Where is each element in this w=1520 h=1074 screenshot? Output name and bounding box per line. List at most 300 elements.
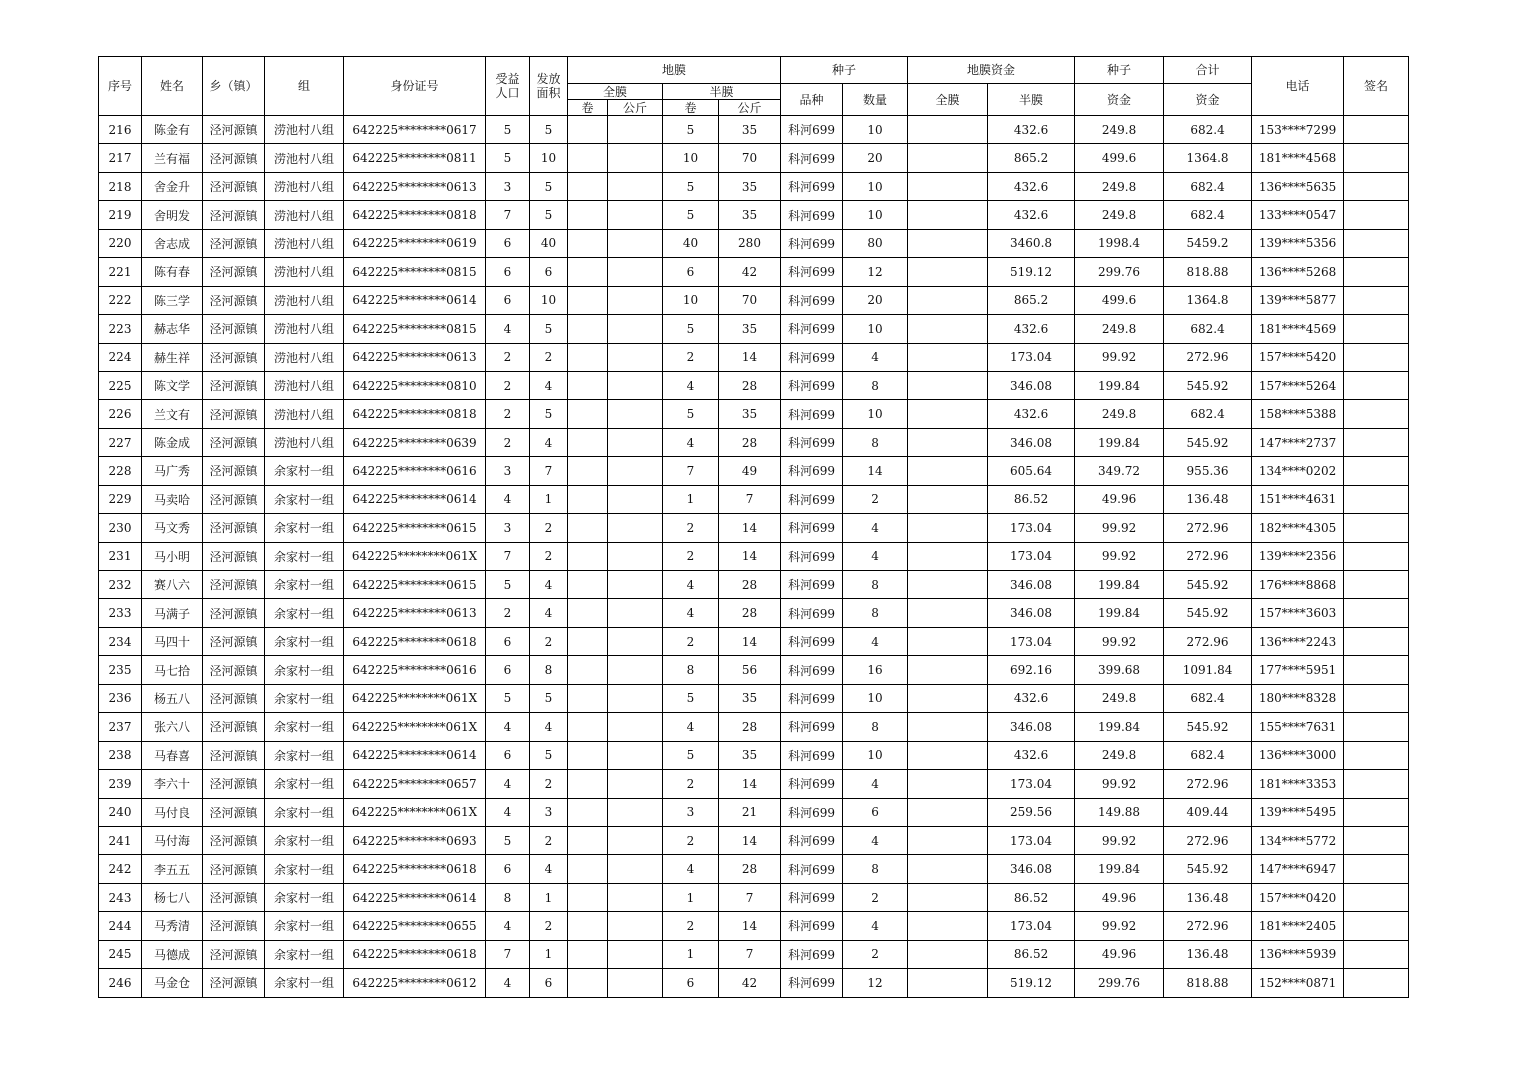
cell-name: 陈有春 (142, 258, 203, 286)
distribution-table (98, 56, 1409, 998)
cell-seq: 245 (99, 940, 142, 968)
cell-half-roll: 5 (663, 201, 719, 229)
cell-full-roll (568, 172, 608, 200)
cell-area: 2 (530, 514, 568, 542)
cell-seed-fund: 349.72 (1075, 457, 1164, 485)
cell-variety: 科河699 (781, 400, 843, 428)
cell-full-roll (568, 144, 608, 172)
cell-half-roll: 6 (663, 258, 719, 286)
cell-half-roll: 10 (663, 286, 719, 314)
cell-seq: 242 (99, 855, 142, 883)
cell-qty: 10 (843, 201, 908, 229)
table-row (99, 741, 1409, 769)
cell-fund-half: 519.12 (988, 969, 1075, 997)
cell-fund-full (908, 599, 988, 627)
cell-seq: 237 (99, 713, 142, 741)
cell-town: 泾河源镇 (203, 855, 265, 883)
cell-fund-full (908, 855, 988, 883)
cell-full-kg (608, 599, 663, 627)
table-row (99, 798, 1409, 826)
table-row (99, 201, 1409, 229)
table-row (99, 343, 1409, 371)
cell-id: 642225********0639 (344, 428, 486, 456)
cell-id: 642225********061X (344, 542, 486, 570)
cell-phone: 180****8328 (1252, 684, 1344, 712)
table-row (99, 514, 1409, 542)
cell-sign (1344, 627, 1409, 655)
cell-seq: 232 (99, 571, 142, 599)
cell-half-kg: 28 (719, 713, 781, 741)
cell-town: 泾河源镇 (203, 883, 265, 911)
cell-area: 5 (530, 201, 568, 229)
cell-seed-fund: 299.76 (1075, 969, 1164, 997)
cell-seed-fund: 99.92 (1075, 627, 1164, 655)
cell-fund-full (908, 713, 988, 741)
cell-name: 马春喜 (142, 741, 203, 769)
cell-seq: 222 (99, 286, 142, 314)
cell-seed-fund: 299.76 (1075, 258, 1164, 286)
cell-group: 余家村一组 (265, 485, 344, 513)
cell-people: 2 (486, 343, 530, 371)
cell-half-roll: 5 (663, 741, 719, 769)
header-fund-full-film: 全膜 (908, 84, 988, 116)
cell-full-roll (568, 229, 608, 257)
cell-group: 涝池村八组 (265, 343, 344, 371)
cell-id: 642225********0818 (344, 400, 486, 428)
cell-phone: 139****5877 (1252, 286, 1344, 314)
cell-total: 272.96 (1164, 912, 1252, 940)
cell-phone: 157****5420 (1252, 343, 1344, 371)
header-quantity: 数量 (843, 84, 908, 116)
cell-id: 642225********0657 (344, 770, 486, 798)
cell-id: 642225********0655 (344, 912, 486, 940)
cell-id: 642225********061X (344, 684, 486, 712)
cell-group: 余家村一组 (265, 713, 344, 741)
cell-total: 136.48 (1164, 485, 1252, 513)
header-half-roll: 卷 (663, 100, 719, 116)
cell-half-kg: 70 (719, 144, 781, 172)
cell-fund-full (908, 656, 988, 684)
cell-fund-half: 432.6 (988, 315, 1075, 343)
cell-sign (1344, 172, 1409, 200)
cell-half-roll: 7 (663, 457, 719, 485)
table-row (99, 400, 1409, 428)
cell-phone: 136****2243 (1252, 627, 1344, 655)
cell-sign (1344, 116, 1409, 144)
cell-full-roll (568, 912, 608, 940)
cell-total: 682.4 (1164, 684, 1252, 712)
cell-town: 泾河源镇 (203, 485, 265, 513)
cell-area: 4 (530, 371, 568, 399)
cell-seed-fund: 249.8 (1075, 741, 1164, 769)
cell-full-kg (608, 144, 663, 172)
cell-town: 泾河源镇 (203, 656, 265, 684)
cell-variety: 科河699 (781, 599, 843, 627)
cell-name: 马付海 (142, 826, 203, 854)
cell-full-roll (568, 713, 608, 741)
cell-people: 4 (486, 315, 530, 343)
cell-fund-half: 432.6 (988, 684, 1075, 712)
header-phone: 电话 (1252, 57, 1344, 116)
cell-fund-full (908, 770, 988, 798)
cell-town: 泾河源镇 (203, 201, 265, 229)
cell-area: 40 (530, 229, 568, 257)
header-variety: 品种 (781, 84, 843, 116)
cell-full-kg (608, 172, 663, 200)
cell-full-roll (568, 826, 608, 854)
cell-variety: 科河699 (781, 371, 843, 399)
cell-people: 4 (486, 713, 530, 741)
cell-phone: 157****0420 (1252, 883, 1344, 911)
cell-phone: 136****3000 (1252, 741, 1344, 769)
cell-seq: 228 (99, 457, 142, 485)
cell-variety: 科河699 (781, 684, 843, 712)
cell-seed-fund: 199.84 (1075, 371, 1164, 399)
cell-half-roll: 1 (663, 883, 719, 911)
cell-total: 5459.2 (1164, 229, 1252, 257)
cell-town: 泾河源镇 (203, 571, 265, 599)
cell-id: 642225********061X (344, 798, 486, 826)
cell-sign (1344, 542, 1409, 570)
cell-seed-fund: 499.6 (1075, 286, 1164, 314)
cell-qty: 6 (843, 798, 908, 826)
cell-sign (1344, 571, 1409, 599)
cell-fund-half: 86.52 (988, 485, 1075, 513)
header-seed-fund: 资金 (1075, 84, 1164, 116)
cell-full-kg (608, 713, 663, 741)
cell-fund-half: 865.2 (988, 286, 1075, 314)
cell-qty: 10 (843, 684, 908, 712)
cell-town: 泾河源镇 (203, 912, 265, 940)
cell-full-roll (568, 969, 608, 997)
cell-seq: 246 (99, 969, 142, 997)
cell-half-kg: 56 (719, 656, 781, 684)
cell-full-kg (608, 912, 663, 940)
cell-phone: 151****4631 (1252, 485, 1344, 513)
cell-group: 涝池村八组 (265, 400, 344, 428)
cell-sign (1344, 343, 1409, 371)
cell-fund-full (908, 457, 988, 485)
cell-town: 泾河源镇 (203, 400, 265, 428)
cell-name: 舍志成 (142, 229, 203, 257)
cell-total: 682.4 (1164, 201, 1252, 229)
cell-total: 955.36 (1164, 457, 1252, 485)
cell-fund-half: 432.6 (988, 201, 1075, 229)
cell-seed-fund: 99.92 (1075, 542, 1164, 570)
cell-phone: 181****2405 (1252, 912, 1344, 940)
header-fund-half-film: 半膜 (988, 84, 1075, 116)
header-film: 地膜 (568, 57, 781, 84)
cell-half-kg: 28 (719, 571, 781, 599)
header-seq: 序号 (99, 57, 142, 116)
cell-id: 642225********0613 (344, 343, 486, 371)
cell-fund-half: 519.12 (988, 258, 1075, 286)
cell-sign (1344, 514, 1409, 542)
cell-half-kg: 28 (719, 371, 781, 399)
cell-people: 2 (486, 428, 530, 456)
cell-seed-fund: 49.96 (1075, 485, 1164, 513)
cell-full-kg (608, 315, 663, 343)
cell-town: 泾河源镇 (203, 315, 265, 343)
cell-total: 1091.84 (1164, 656, 1252, 684)
cell-group: 余家村一组 (265, 912, 344, 940)
cell-name: 马秀清 (142, 912, 203, 940)
cell-group: 余家村一组 (265, 571, 344, 599)
cell-variety: 科河699 (781, 883, 843, 911)
cell-half-kg: 280 (719, 229, 781, 257)
cell-sign (1344, 713, 1409, 741)
cell-group: 涝池村八组 (265, 258, 344, 286)
cell-variety: 科河699 (781, 229, 843, 257)
cell-sign (1344, 855, 1409, 883)
cell-phone: 136****5268 (1252, 258, 1344, 286)
cell-area: 1 (530, 883, 568, 911)
cell-full-roll (568, 656, 608, 684)
table-row (99, 258, 1409, 286)
cell-fund-full (908, 371, 988, 399)
cell-full-roll (568, 855, 608, 883)
cell-total: 1364.8 (1164, 144, 1252, 172)
cell-seq: 233 (99, 599, 142, 627)
cell-total: 272.96 (1164, 514, 1252, 542)
cell-variety: 科河699 (781, 428, 843, 456)
cell-full-kg (608, 684, 663, 712)
cell-seq: 241 (99, 826, 142, 854)
cell-total: 136.48 (1164, 883, 1252, 911)
cell-half-kg: 35 (719, 201, 781, 229)
cell-seed-fund: 199.84 (1075, 855, 1164, 883)
cell-half-roll: 5 (663, 172, 719, 200)
header-area (530, 57, 568, 116)
cell-name: 马付良 (142, 798, 203, 826)
cell-fund-half: 346.08 (988, 571, 1075, 599)
cell-full-roll (568, 514, 608, 542)
cell-town: 泾河源镇 (203, 969, 265, 997)
cell-people: 4 (486, 969, 530, 997)
cell-area: 5 (530, 315, 568, 343)
cell-full-roll (568, 542, 608, 570)
cell-group: 余家村一组 (265, 514, 344, 542)
cell-full-kg (608, 542, 663, 570)
cell-area: 2 (530, 542, 568, 570)
cell-sign (1344, 400, 1409, 428)
cell-total: 545.92 (1164, 599, 1252, 627)
table-row (99, 485, 1409, 513)
header-beneficiary-line1: 受益 (495, 72, 520, 86)
table-row (99, 172, 1409, 200)
cell-qty: 20 (843, 144, 908, 172)
cell-variety: 科河699 (781, 485, 843, 513)
cell-full-roll (568, 201, 608, 229)
cell-area: 3 (530, 798, 568, 826)
cell-qty: 14 (843, 457, 908, 485)
header-full-film: 全膜 (568, 84, 663, 100)
header-area-line1: 发放 (536, 72, 561, 86)
cell-name: 陈三学 (142, 286, 203, 314)
cell-fund-full (908, 343, 988, 371)
cell-name: 马卖哈 (142, 485, 203, 513)
cell-area: 1 (530, 940, 568, 968)
cell-area: 2 (530, 770, 568, 798)
cell-people: 7 (486, 542, 530, 570)
cell-area: 4 (530, 428, 568, 456)
cell-half-kg: 7 (719, 485, 781, 513)
cell-fund-full (908, 400, 988, 428)
cell-group: 涝池村八组 (265, 116, 344, 144)
cell-variety: 科河699 (781, 627, 843, 655)
cell-full-kg (608, 627, 663, 655)
cell-qty: 4 (843, 912, 908, 940)
cell-seq: 218 (99, 172, 142, 200)
cell-phone: 155****7631 (1252, 713, 1344, 741)
cell-fund-full (908, 542, 988, 570)
cell-group: 余家村一组 (265, 542, 344, 570)
cell-name: 陈金成 (142, 428, 203, 456)
cell-name: 陈金有 (142, 116, 203, 144)
cell-phone: 176****8868 (1252, 571, 1344, 599)
cell-total: 272.96 (1164, 826, 1252, 854)
cell-full-kg (608, 969, 663, 997)
cell-total: 272.96 (1164, 343, 1252, 371)
table-row (99, 571, 1409, 599)
cell-half-roll: 1 (663, 485, 719, 513)
cell-area: 4 (530, 599, 568, 627)
cell-name: 兰文有 (142, 400, 203, 428)
cell-name: 陈文学 (142, 371, 203, 399)
cell-group: 涝池村八组 (265, 371, 344, 399)
cell-fund-half: 432.6 (988, 172, 1075, 200)
cell-phone: 182****4305 (1252, 514, 1344, 542)
cell-full-roll (568, 571, 608, 599)
cell-town: 泾河源镇 (203, 826, 265, 854)
cell-sign (1344, 770, 1409, 798)
cell-fund-full (908, 912, 988, 940)
cell-phone: 134****0202 (1252, 457, 1344, 485)
cell-fund-half: 3460.8 (988, 229, 1075, 257)
cell-fund-half: 346.08 (988, 371, 1075, 399)
cell-phone: 152****0871 (1252, 969, 1344, 997)
cell-fund-half: 432.6 (988, 741, 1075, 769)
cell-id: 642225********0815 (344, 258, 486, 286)
cell-group: 涝池村八组 (265, 201, 344, 229)
cell-half-roll: 5 (663, 116, 719, 144)
cell-half-kg: 14 (719, 343, 781, 371)
cell-phone: 139****5495 (1252, 798, 1344, 826)
cell-seed-fund: 99.92 (1075, 826, 1164, 854)
header-seed-fund-top: 种子 (1075, 57, 1164, 84)
cell-fund-full (908, 258, 988, 286)
header-beneficiary (486, 57, 530, 116)
cell-fund-half: 692.16 (988, 656, 1075, 684)
cell-town: 泾河源镇 (203, 713, 265, 741)
cell-total: 682.4 (1164, 741, 1252, 769)
cell-full-kg (608, 826, 663, 854)
cell-qty: 8 (843, 713, 908, 741)
cell-half-kg: 35 (719, 315, 781, 343)
cell-area: 6 (530, 969, 568, 997)
cell-fund-half: 173.04 (988, 912, 1075, 940)
cell-people: 3 (486, 172, 530, 200)
cell-qty: 4 (843, 343, 908, 371)
cell-id: 642225********0614 (344, 485, 486, 513)
cell-fund-half: 605.64 (988, 457, 1075, 485)
cell-variety: 科河699 (781, 940, 843, 968)
cell-variety: 科河699 (781, 286, 843, 314)
cell-seed-fund: 199.84 (1075, 428, 1164, 456)
cell-variety: 科河699 (781, 826, 843, 854)
cell-seed-fund: 249.8 (1075, 116, 1164, 144)
cell-people: 4 (486, 912, 530, 940)
cell-fund-full (908, 741, 988, 769)
cell-full-kg (608, 229, 663, 257)
cell-name: 兰有福 (142, 144, 203, 172)
cell-fund-full (908, 798, 988, 826)
cell-name: 杨五八 (142, 684, 203, 712)
cell-id: 642225********0618 (344, 627, 486, 655)
cell-name: 赫志华 (142, 315, 203, 343)
header-total-fund: 资金 (1164, 84, 1252, 116)
table-row (99, 826, 1409, 854)
cell-half-kg: 28 (719, 428, 781, 456)
cell-name: 赛八六 (142, 571, 203, 599)
cell-group: 余家村一组 (265, 855, 344, 883)
cell-full-kg (608, 571, 663, 599)
cell-seq: 229 (99, 485, 142, 513)
cell-half-kg: 35 (719, 741, 781, 769)
cell-full-roll (568, 741, 608, 769)
cell-group: 涝池村八组 (265, 286, 344, 314)
cell-total: 545.92 (1164, 855, 1252, 883)
cell-town: 泾河源镇 (203, 428, 265, 456)
cell-total: 682.4 (1164, 172, 1252, 200)
cell-full-kg (608, 656, 663, 684)
cell-fund-full (908, 485, 988, 513)
cell-people: 5 (486, 144, 530, 172)
cell-fund-half: 173.04 (988, 343, 1075, 371)
header-half-film: 半膜 (663, 84, 781, 100)
cell-phone: 177****5951 (1252, 656, 1344, 684)
cell-town: 泾河源镇 (203, 542, 265, 570)
cell-town: 泾河源镇 (203, 627, 265, 655)
cell-half-roll: 2 (663, 912, 719, 940)
cell-fund-half: 346.08 (988, 599, 1075, 627)
cell-total: 682.4 (1164, 400, 1252, 428)
cell-name: 马文秀 (142, 514, 203, 542)
cell-group: 余家村一组 (265, 627, 344, 655)
cell-half-roll: 2 (663, 514, 719, 542)
cell-qty: 80 (843, 229, 908, 257)
cell-half-kg: 21 (719, 798, 781, 826)
cell-qty: 2 (843, 940, 908, 968)
table-row (99, 770, 1409, 798)
cell-half-kg: 28 (719, 855, 781, 883)
cell-full-roll (568, 286, 608, 314)
cell-people: 6 (486, 286, 530, 314)
cell-full-kg (608, 400, 663, 428)
cell-group: 余家村一组 (265, 770, 344, 798)
cell-qty: 8 (843, 855, 908, 883)
cell-full-roll (568, 883, 608, 911)
cell-id: 642225********061X (344, 713, 486, 741)
cell-seq: 227 (99, 428, 142, 456)
cell-name: 杨七八 (142, 883, 203, 911)
cell-fund-full (908, 229, 988, 257)
table-row (99, 599, 1409, 627)
cell-seed-fund: 249.8 (1075, 315, 1164, 343)
cell-id: 642225********0618 (344, 855, 486, 883)
header-name: 姓名 (142, 57, 203, 116)
cell-seq: 226 (99, 400, 142, 428)
